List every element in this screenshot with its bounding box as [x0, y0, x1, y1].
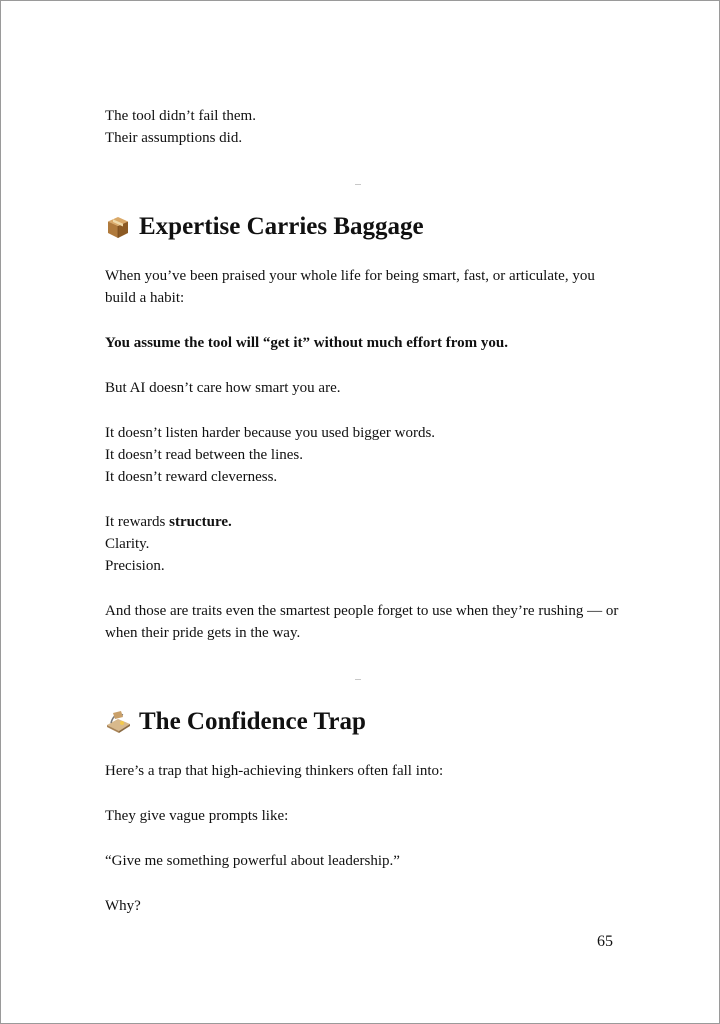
paragraph: They give vague prompts like: [105, 808, 289, 824]
paragraph: Why? [105, 898, 141, 914]
intro-line-2: Their assumptions did. [105, 130, 243, 146]
bold-text: You assume the tool will “get it” without much effort from you. [105, 335, 509, 351]
paragraph-line: It doesn’t listen harder because you used bigger words. [105, 425, 436, 441]
mousetrap-icon [105, 709, 131, 735]
paragraph: And those are traits even the smartest people forget to use when they’re rushing — or when their pride gets in the way. [105, 603, 619, 641]
page-content [105, 105, 625, 917]
bold-text: structure. [169, 514, 232, 530]
paragraph-line: Precision. [105, 558, 165, 574]
section-divider [355, 184, 361, 185]
paragraph-line: It doesn’t read between the lines. [105, 447, 303, 463]
section-heading-text: The Confidence Trap [139, 708, 366, 735]
paragraph-line: It doesn’t reward cleverness. [105, 469, 278, 485]
paragraph-line [105, 511, 625, 533]
section-heading-confidence [105, 707, 625, 737]
paragraph-line: Clarity. [105, 536, 150, 552]
intro-line-1: The tool didn’t fail them. [105, 108, 256, 124]
paragraph: “Give me something powerful about leadership.” [105, 853, 400, 869]
section-divider [355, 679, 361, 680]
page-number: 65 [597, 933, 613, 950]
package-box-icon [105, 214, 131, 240]
text-prefix: It rewards [105, 514, 170, 530]
paragraph: When you’ve been praised your whole life for being smart, fast, or articulate, you build a habit: [105, 268, 595, 306]
bold-statement [105, 332, 625, 354]
section-heading-text: Expertise Carries Baggage [139, 213, 424, 240]
paragraph: Here’s a trap that high-achieving thinkers often fall into: [105, 763, 444, 779]
paragraph: But AI doesn’t care how smart you are. [105, 380, 341, 396]
section-heading-expertise [105, 212, 625, 242]
